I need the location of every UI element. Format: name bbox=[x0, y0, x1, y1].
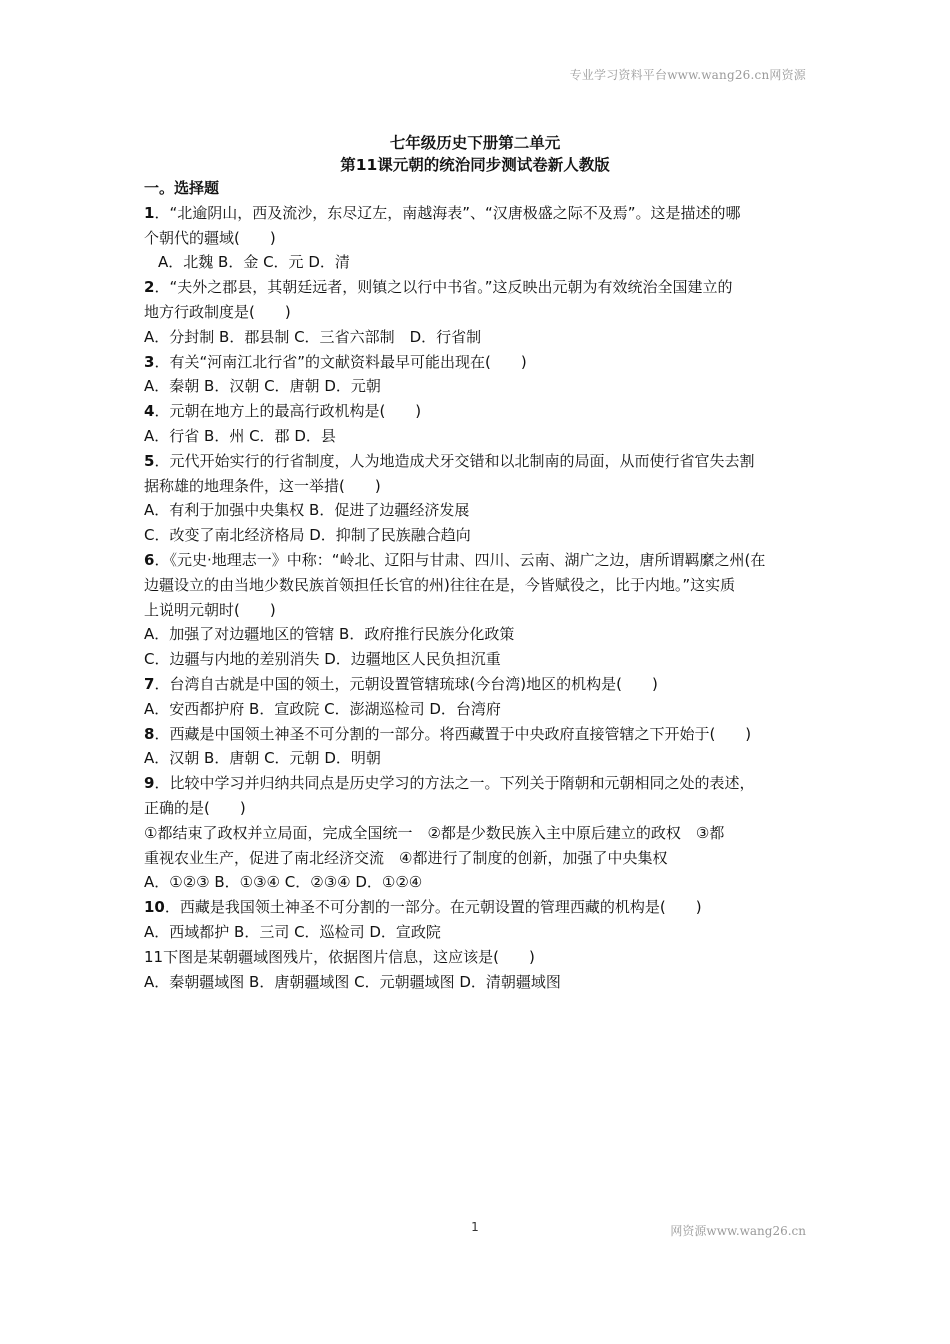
header-watermark: 专业学习资料平台www.wang26.cn网资源 bbox=[569, 68, 806, 82]
question-stem-text: ．比较中学习并归纳共同点是历史学习的方法之一。下列关于隋朝和元朝相同之处的表述， bbox=[154, 774, 755, 793]
question-9-stem-line bbox=[144, 796, 808, 821]
question-11-options: A．秦朝疆域图 B．唐朝疆域图 C．元朝疆域图 D．清朝疆域图 bbox=[144, 972, 561, 991]
question-stem-text: ．有关“河南江北行省”的文献资料最早可能出现在( ) bbox=[154, 352, 527, 371]
section-heading: 一。选择题 bbox=[144, 179, 220, 197]
question-number: 8 bbox=[144, 724, 155, 743]
question-10-stem-line bbox=[144, 895, 808, 920]
question-stem-text: 正确的是( ) bbox=[144, 798, 246, 817]
question-stem-text: ．元朝在地方上的最高行政机构是( ) bbox=[154, 402, 422, 421]
question-6-stem-line bbox=[144, 598, 808, 623]
question-number: 6 bbox=[144, 550, 155, 569]
question-stem-text: 下图是某朝疆域图残片，依据图片信息，这应该是( ) bbox=[163, 947, 535, 966]
question-2-stem-line bbox=[144, 275, 808, 300]
question-stem-text: ．西藏是中国领土神圣不可分割的一部分。将西藏置于中央政府直接管辖之下开始于( ) bbox=[154, 724, 752, 743]
question-number: 3 bbox=[144, 352, 155, 371]
question-number: 10 bbox=[144, 898, 165, 917]
question-4-stem-line bbox=[144, 399, 808, 424]
question-stem-text: 个朝代的疆域( ) bbox=[144, 228, 276, 247]
question-4-options: A．行省 B．州 C．郡 D．县 bbox=[144, 426, 336, 445]
question-list bbox=[144, 176, 808, 994]
question-9-options: 重视农业生产，促进了南北经济交流 ④都进行了制度的创新，加强了中央集权 bbox=[144, 848, 668, 867]
question-8-options: A．汉朝 B．唐朝 C．元朝 D．明朝 bbox=[144, 749, 381, 768]
question-6-stem-line bbox=[144, 573, 808, 598]
question-number: 2 bbox=[144, 278, 155, 297]
question-1-stem-line bbox=[144, 201, 808, 226]
question-stem-text: 边疆设立的由当地少数民族首领担任长官的州)往往在是，今皆赋役之，比于内地。”这实质 bbox=[144, 575, 736, 594]
question-3-stem-line bbox=[144, 350, 808, 375]
question-5-options: C．改变了南北经济格局 D．抑制了民族融合趋向 bbox=[144, 526, 471, 545]
page-number: 1 bbox=[471, 1220, 479, 1234]
question-6-options: C．边疆与内地的差别消失 D．边疆地区人民负担沉重 bbox=[144, 650, 501, 669]
question-11-stem-line bbox=[144, 945, 808, 970]
document-title: 七年级历史下册第二单元 bbox=[389, 134, 561, 152]
question-5-stem-line bbox=[144, 474, 808, 499]
question-5-stem-line bbox=[144, 449, 808, 474]
question-9-options: A．①②③ B．①③④ C．②③④ D．①②④ bbox=[144, 873, 423, 892]
question-7-options: A．安西都护府 B．宣政院 C．澎湖巡检司 D．台湾府 bbox=[144, 699, 501, 718]
question-1-stem-line bbox=[144, 226, 808, 251]
question-stem-text: ．元代开始实行的行省制度，人为地造成犬牙交错和以北制南的局面，从而使行省官失去割 bbox=[154, 451, 755, 470]
question-stem-text: 上说明元朝时( ) bbox=[144, 600, 276, 619]
question-10-options: A．西域都护 B．三司 C．巡检司 D．宣政院 bbox=[144, 922, 441, 941]
question-9-stem-line bbox=[144, 771, 808, 796]
question-stem-text: ．西藏是我国领土神圣不可分割的一部分。在元朝设置的管理西藏的机构是( ) bbox=[164, 898, 702, 917]
question-5-options: A．有利于加强中央集权 B．促进了边疆经济发展 bbox=[144, 501, 470, 520]
document-subtitle: 第11课元朝的统治同步测试卷新人教版 bbox=[340, 156, 610, 174]
question-stem-text: ．“夫外之郡县，其朝廷远者，则镇之以行中书省。”这反映出元朝为有效统治全国建立的 bbox=[154, 278, 733, 297]
question-number: 1 bbox=[144, 203, 155, 222]
question-6-stem-line bbox=[144, 548, 808, 573]
question-6-options: A．加强了对边疆地区的管辖 B．政府推行民族分化政策 bbox=[144, 625, 515, 644]
question-stem-text: 据称雄的地理条件，这一举措( ) bbox=[144, 476, 381, 495]
question-number: 11 bbox=[144, 947, 164, 966]
question-number: 4 bbox=[144, 402, 155, 421]
question-2-options: A．分封制 B．郡县制 C．三省六部制 D．行省制 bbox=[144, 327, 482, 346]
question-stem-text: ．《元史·地理志一》中称：“岭北、辽阳与甘肃、四川、云南、湖广之边，唐所谓羁縻之州(在 bbox=[154, 550, 766, 569]
question-3-options: A．秦朝 B．汉朝 C．唐朝 D．元朝 bbox=[144, 377, 381, 396]
footer-watermark: 网资源www.wang26.cn bbox=[670, 1224, 806, 1238]
question-number: 5 bbox=[144, 451, 155, 470]
question-stem-text: 地方行政制度是( ) bbox=[144, 302, 291, 321]
question-8-stem-line bbox=[144, 722, 808, 747]
question-number: 9 bbox=[144, 774, 155, 793]
question-number: 7 bbox=[144, 674, 155, 693]
question-1-options: A．北魏 B．金 C．元 D．清 bbox=[158, 253, 350, 272]
question-stem-text: ．“北逾阴山，西及流沙，东尽辽左，南越海表”、“汉唐极盛之际不及焉”。这是描述的哪 bbox=[154, 203, 741, 222]
question-stem-text: ．台湾自古就是中国的领土，元朝设置管辖琉球(今台湾)地区的机构是( ) bbox=[154, 674, 658, 693]
question-2-stem-line bbox=[144, 300, 808, 325]
question-7-stem-line bbox=[144, 672, 808, 697]
question-9-options: ①都结束了政权并立局面，完成全国统一 ②都是少数民族入主中原后建立的政权 ③都 bbox=[144, 823, 725, 842]
